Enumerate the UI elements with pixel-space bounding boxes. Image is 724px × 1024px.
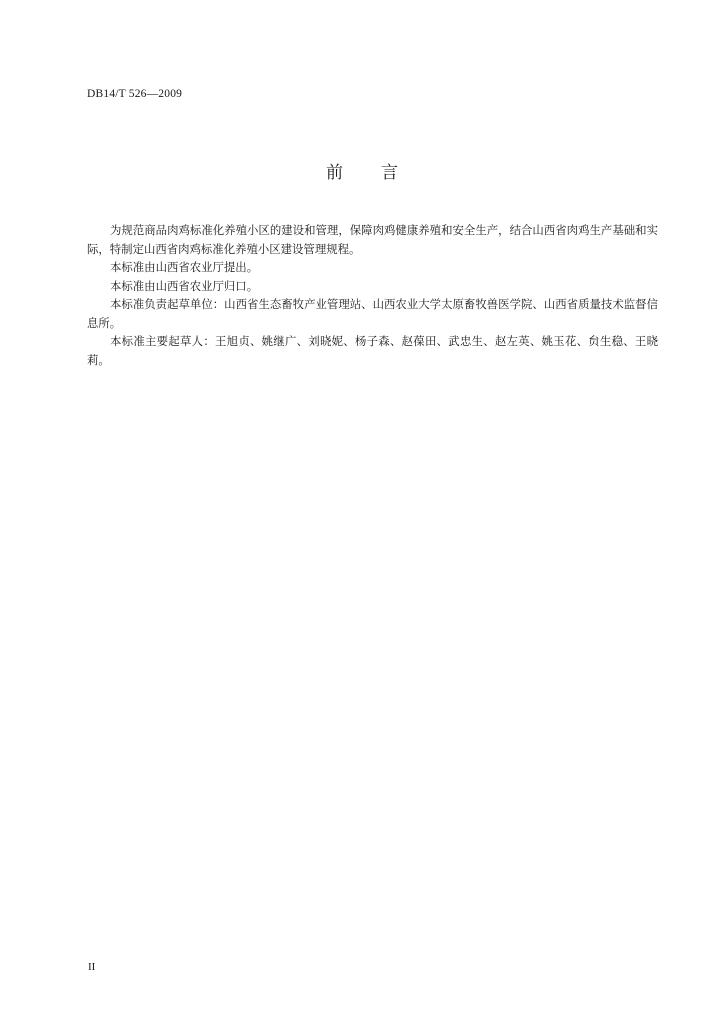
paragraph-administrator: 本标准由山西省农业厅归口。 bbox=[110, 278, 259, 293]
foreword-body bbox=[87, 221, 658, 369]
title-char-1: 前 bbox=[326, 163, 343, 183]
paragraph-drafting-units: 本标准负责起草单位：山西省生态畜牧产业管理站、山西农业大学太原畜牧兽医学院、山西省质量技术监督信息所。 bbox=[87, 297, 658, 330]
page-number: II bbox=[88, 961, 96, 973]
paragraph-proposer: 本标准由山西省农业厅提出。 bbox=[110, 260, 259, 274]
paragraph-purpose: 为规范商品肉鸡标准化养殖小区的建设和管理，保障肉鸡健康养殖和安全生产，结合山西省肉鸡生产基础和实际，特制定山西省肉鸡标准化养殖小区建设管理规程。 bbox=[87, 223, 658, 256]
paragraph-drafters: 本标准主要起草人：王旭贞、姚继广、刘晓妮、杨子森、赵葆田、武忠生、赵左英、姚玉花、贠生稳、王晓莉。 bbox=[87, 334, 658, 367]
document-code: DB14/T 526—2009 bbox=[87, 88, 183, 100]
title-char-2: 言 bbox=[381, 163, 398, 183]
page-title bbox=[0, 158, 724, 183]
